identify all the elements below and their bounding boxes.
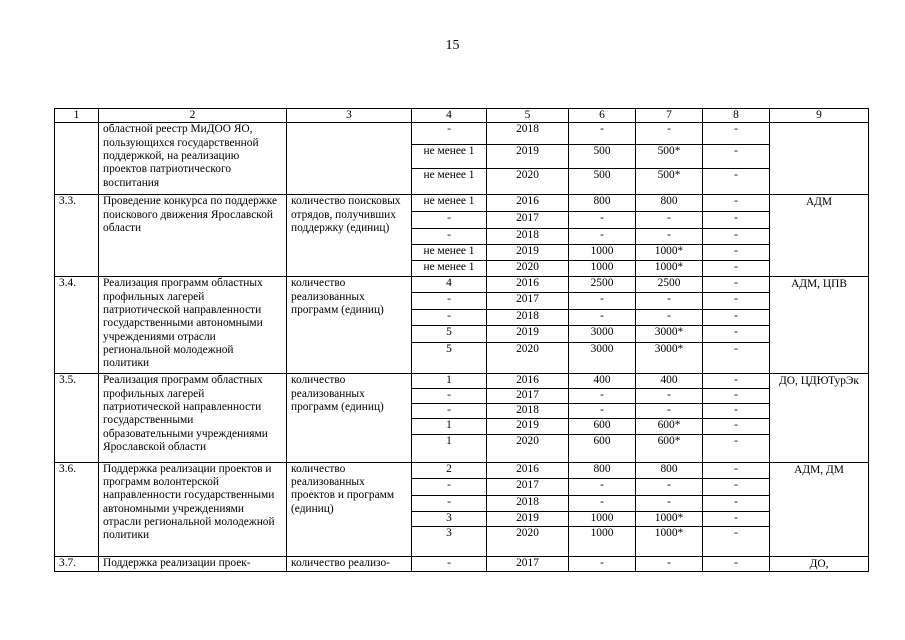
item-number [55,123,99,195]
value-other: - [703,388,770,403]
executor: АДМ, ЦПВ [770,277,869,374]
value-regional: 600* [636,418,703,434]
value-other: - [703,277,770,293]
value-indicator: 5 [412,326,487,343]
table-row [55,123,869,145]
column-header: 8 [703,109,770,123]
value-year: 2019 [487,245,569,261]
value-year: 2020 [487,343,569,374]
value-other: - [703,526,770,556]
table-row [55,462,869,478]
value-year: 2017 [487,388,569,403]
item-name: Реализация программ областных профильных лагерей патриотической направленности государственными образовательными учреждениями Ярославской области [99,374,287,462]
value-indicator: не менее 1 [412,169,487,195]
value-other: - [703,145,770,169]
item-number: 3.7. [55,556,99,571]
value-other: - [703,229,770,245]
value-other: - [703,556,770,571]
value-indicator: - [412,495,487,511]
value-plan: - [569,212,636,229]
value-year: 2017 [487,212,569,229]
item-name: Реализация программ областных профильных лагерей патриотической направленности государственными автономными учреждениями отрасли региональной молодежной политики [99,277,287,374]
value-regional: 500* [636,145,703,169]
value-indicator: - [412,556,487,571]
value-other: - [703,418,770,434]
value-plan: - [569,123,636,145]
value-plan: 1000 [569,526,636,556]
value-regional: - [636,310,703,326]
value-regional: 1000* [636,245,703,261]
value-regional: 3000* [636,343,703,374]
value-regional: - [636,212,703,229]
value-year: 2019 [487,418,569,434]
value-indicator: не менее 1 [412,195,487,212]
indicator-name: количество реализованных программ (единиц) [287,374,412,462]
value-indicator: - [412,123,487,145]
program-table [54,108,869,572]
item-name: Проведение конкурса по поддержке поискового движения Ярославской области [99,195,287,277]
value-plan: - [569,310,636,326]
value-indicator: - [412,310,487,326]
executor: ДО, [770,556,869,571]
value-other: - [703,169,770,195]
value-plan: - [569,229,636,245]
column-header: 9 [770,109,869,123]
value-indicator: - [412,403,487,418]
indicator-name: количество поисковых отрядов, получивших поддержку (единиц) [287,195,412,277]
value-indicator: 3 [412,511,487,526]
value-regional: 400 [636,374,703,388]
indicator-name: количество реализо- [287,556,412,571]
value-regional: - [636,403,703,418]
value-indicator: 4 [412,277,487,293]
value-indicator: - [412,478,487,495]
value-indicator: не менее 1 [412,145,487,169]
value-plan: - [569,388,636,403]
column-header: 5 [487,109,569,123]
value-regional: 500* [636,169,703,195]
value-year: 2018 [487,310,569,326]
column-header: 6 [569,109,636,123]
item-number: 3.6. [55,462,99,556]
value-plan: 1000 [569,511,636,526]
value-year: 2019 [487,145,569,169]
value-plan: 2500 [569,277,636,293]
value-regional: - [636,123,703,145]
indicator-name: количество реализованных проектов и программ (единиц) [287,462,412,556]
value-other: - [703,434,770,462]
table-header-row [55,109,869,123]
value-plan: 800 [569,462,636,478]
value-year: 2016 [487,277,569,293]
value-other: - [703,195,770,212]
value-indicator: - [412,229,487,245]
executor: ДО, ЦДЮТурЭк [770,374,869,462]
value-indicator: 5 [412,343,487,374]
value-plan: 500 [569,169,636,195]
value-year: 2016 [487,374,569,388]
value-indicator: 3 [412,526,487,556]
value-regional: - [636,388,703,403]
value-regional: 1000* [636,261,703,277]
value-year: 2019 [487,511,569,526]
table-row [55,374,869,388]
table-row [55,277,869,293]
value-plan: 400 [569,374,636,388]
value-regional: 1000* [636,526,703,556]
value-year: 2020 [487,261,569,277]
value-plan: 600 [569,434,636,462]
value-year: 2017 [487,293,569,310]
value-plan: 3000 [569,326,636,343]
value-plan: - [569,403,636,418]
table-row [55,195,869,212]
value-regional: 800 [636,462,703,478]
value-year: 2017 [487,556,569,571]
page-number: 15 [445,38,460,53]
value-plan: 500 [569,145,636,169]
value-other: - [703,374,770,388]
value-other: - [703,310,770,326]
value-plan: - [569,478,636,495]
value-plan: - [569,495,636,511]
value-other: - [703,123,770,145]
column-header: 2 [99,109,287,123]
column-header: 4 [412,109,487,123]
value-indicator: - [412,388,487,403]
indicator-name: количество реализованных программ (единиц) [287,277,412,374]
value-regional: 2500 [636,277,703,293]
value-plan: 800 [569,195,636,212]
value-other: - [703,495,770,511]
value-year: 2020 [487,169,569,195]
item-name: Поддержка реализации проек- [99,556,287,571]
value-regional: - [636,495,703,511]
value-indicator: - [412,212,487,229]
column-header: 7 [636,109,703,123]
value-regional: - [636,293,703,310]
item-number: 3.3. [55,195,99,277]
value-other: - [703,261,770,277]
value-plan: 1000 [569,261,636,277]
value-regional: - [636,478,703,495]
value-other: - [703,245,770,261]
value-regional: 1000* [636,511,703,526]
value-indicator: не менее 1 [412,261,487,277]
value-other: - [703,326,770,343]
item-name: Поддержка реализации проектов и программ волонтерской направленности государственными автономными учреждениями отрасли региональной молодежной политики [99,462,287,556]
value-indicator: 1 [412,434,487,462]
indicator-name [287,123,412,195]
value-plan: - [569,293,636,310]
value-year: 2018 [487,403,569,418]
value-other: - [703,403,770,418]
value-indicator: 1 [412,374,487,388]
item-number: 3.4. [55,277,99,374]
value-other: - [703,462,770,478]
value-plan: 3000 [569,343,636,374]
value-year: 2018 [487,229,569,245]
value-indicator: 1 [412,418,487,434]
value-indicator: 2 [412,462,487,478]
table-row [55,556,869,571]
column-header: 3 [287,109,412,123]
column-header: 1 [55,109,99,123]
value-regional: - [636,229,703,245]
value-year: 2018 [487,123,569,145]
value-year: 2019 [487,326,569,343]
executor: АДМ, ДМ [770,462,869,556]
value-other: - [703,511,770,526]
value-year: 2020 [487,434,569,462]
value-plan: 600 [569,418,636,434]
value-other: - [703,212,770,229]
value-other: - [703,343,770,374]
value-year: 2016 [487,462,569,478]
value-other: - [703,478,770,495]
value-year: 2018 [487,495,569,511]
value-regional: - [636,556,703,571]
value-plan: - [569,556,636,571]
value-other: - [703,293,770,310]
value-plan: 1000 [569,245,636,261]
item-number: 3.5. [55,374,99,462]
value-regional: 3000* [636,326,703,343]
value-year: 2017 [487,478,569,495]
value-indicator: - [412,293,487,310]
value-regional: 800 [636,195,703,212]
executor [770,123,869,195]
value-regional: 600* [636,434,703,462]
item-name: областной реестр МиДОО ЯО, пользующихся государственной поддержкой, на реализацию проектов патриотического воспитания [99,123,287,195]
value-year: 2016 [487,195,569,212]
value-year: 2020 [487,526,569,556]
executor: АДМ [770,195,869,277]
value-indicator: не менее 1 [412,245,487,261]
